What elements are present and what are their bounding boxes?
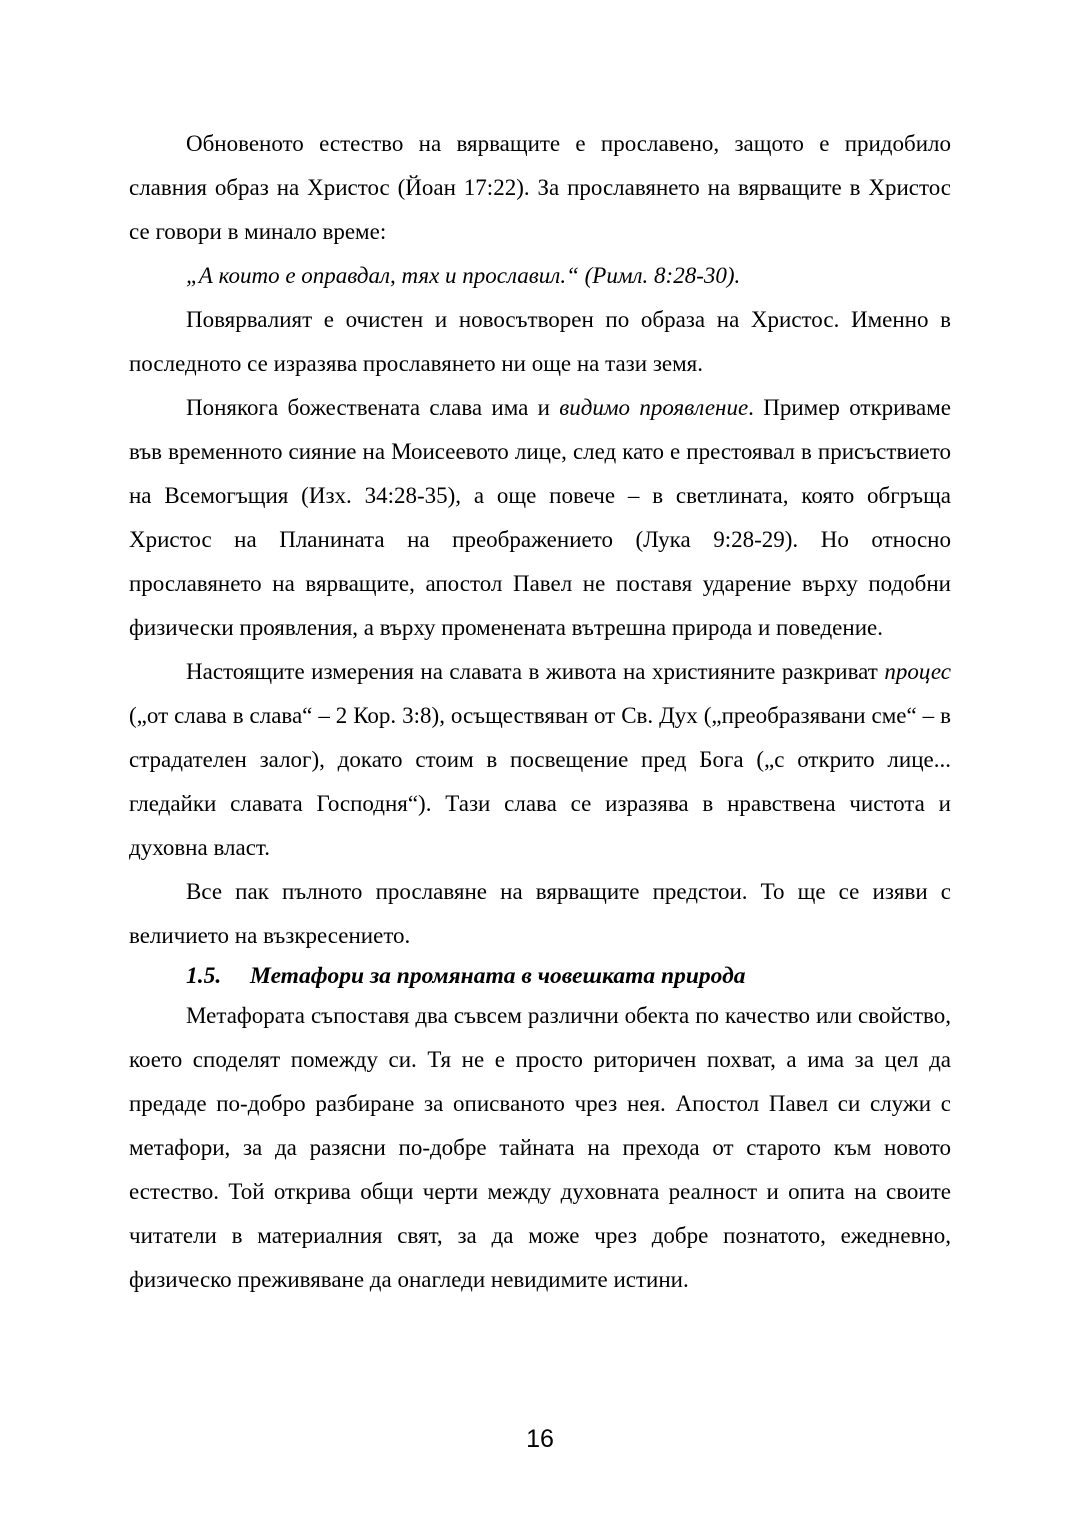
- paragraph-metaphor-intro: Метафората съпоставя два съвсем различни обекта по качество или свойство, което споделят помежду си. Тя не е просто риторичен похват, а има за цел да предаде по-добро разбиране за описваното чрез нея. Апостол Павел си служи с метафори, за да разясни по-добре тайната на прехода от старото към новото естество. Той открива общи черти между духовната реалност и опита на своите читатели в материалния свят, за да може чрез добре познатото, ежедневно, физическо преживяване да онагледи невидимите истини.: [129, 1003, 951, 1292]
- paragraph-segment: Настоящите измерения на славата в живота на християните разкриват: [186, 659, 885, 684]
- paragraph-glory-process: [129, 650, 951, 870]
- paragraph-glorified-nature: Обновеното естество на вярващите е прославено, защото е придобило славния образ на Христос (Йоан 17:22). За прославянето на вярващите в Христос се говори в минало време:: [129, 131, 951, 244]
- page-number: 16: [526, 1425, 554, 1453]
- paragraph-full-glorification: Все пак пълното прославяне на вярващите предстои. То ще се изяви с величието на възкресението.: [129, 879, 951, 948]
- section-title: Метафори за промяната в човешката природа: [250, 963, 746, 989]
- section-heading: [129, 958, 951, 994]
- scripture-quote-romans: „А които е оправдал, тях и прославил.“ (Римл. 8:28-30).: [186, 263, 741, 288]
- paragraph-segment: . Пример откриваме във временното сияние на Моисеевото лице, след като е престоявал в присъствието на Всемогъщия (Изх. 34:28-35), а още повече – в светлината, която обгръща Христос на Планината на преображението (Лука 9:28-29). Но относно прославянето на вярващите, апостол Павел не поставя ударение върху подобни физически проявления, а върху променената вътрешна природа и поведение.: [129, 395, 951, 640]
- paragraph-believer-cleansed: Повярвалият е очистен и новосътворен по образа на Христос. Именно в последното се изразява прославянето ни още на тази земя.: [129, 307, 951, 376]
- emphasized-phrase: процес: [884, 659, 951, 684]
- emphasized-phrase: видимо проявление: [559, 395, 749, 420]
- paragraph-segment: Понякога божествената слава има и: [186, 395, 560, 420]
- section-number: 1.5.: [186, 963, 222, 989]
- text-block: [129, 122, 951, 1302]
- paragraph-segment: („от слава в слава“ – 2 Кор. 3:8), осъществяван от Св. Дух („преобразявани сме“ – в страдателен залог), докато стоим в посвещение пред Бога („с открито лице... гледайки славата Господня“). Тази слава се изразява в нравствена чистота и духовна власт.: [129, 703, 951, 860]
- paragraph-visible-manifestation: [129, 386, 951, 650]
